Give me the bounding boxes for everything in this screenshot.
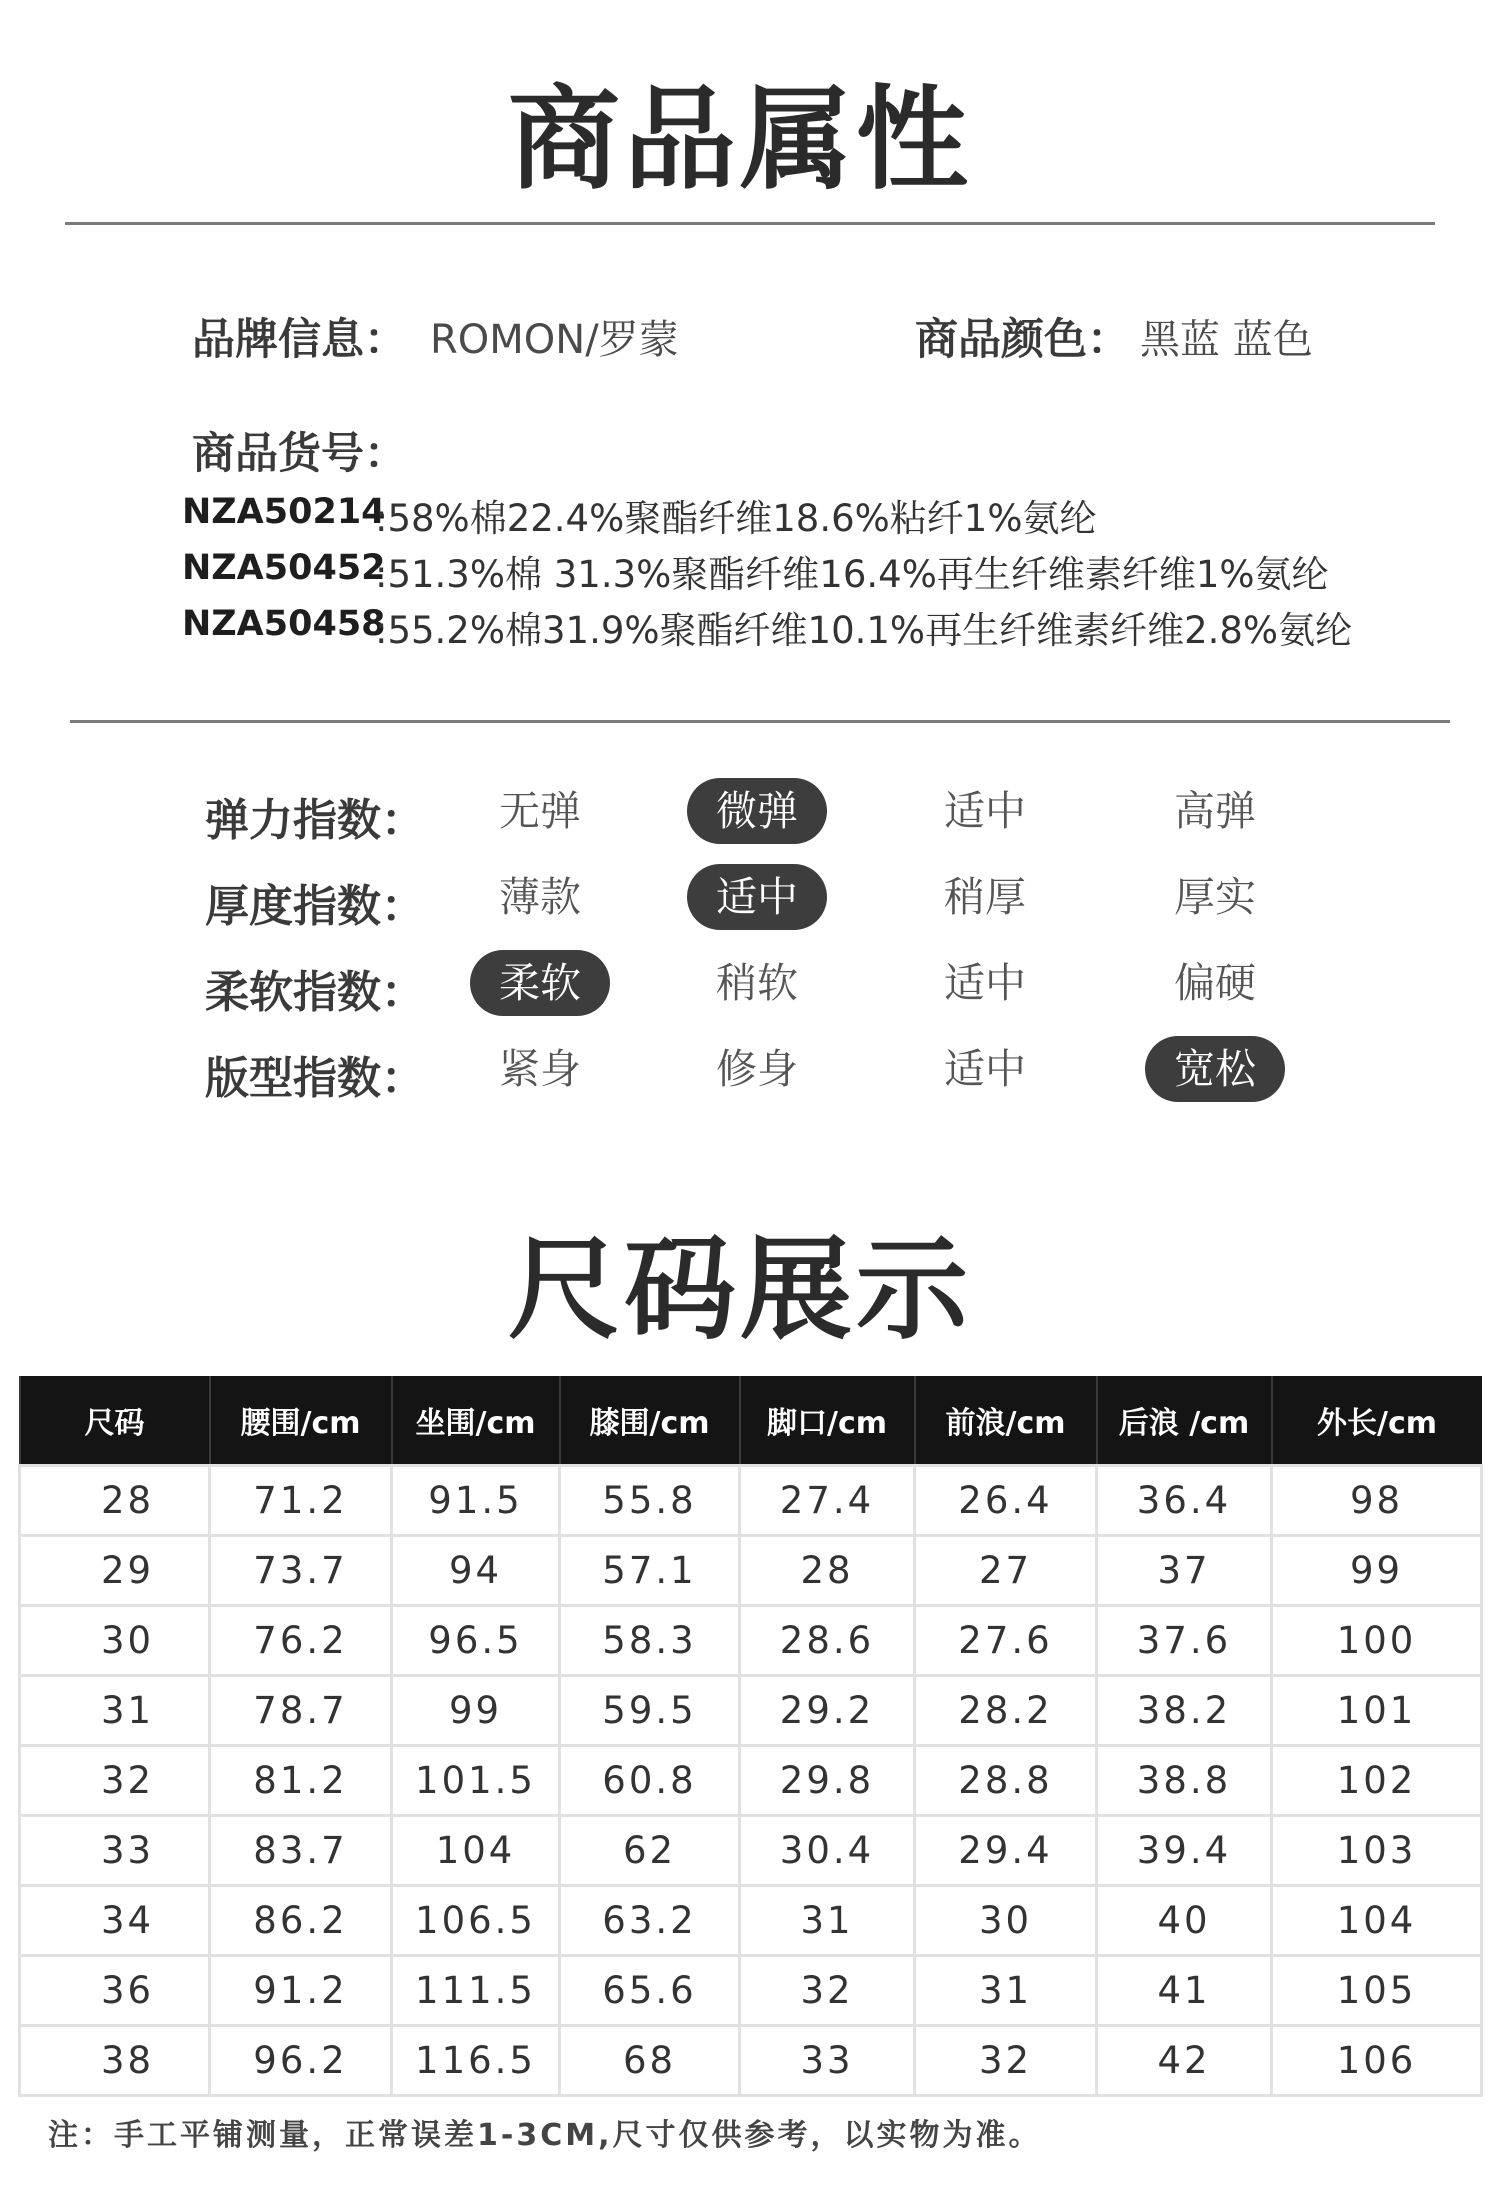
table-cell: 83.7 bbox=[210, 1816, 392, 1886]
table-cell: 55.8 bbox=[560, 1466, 740, 1536]
table-header-cell: 坐围/cm bbox=[392, 1376, 560, 1466]
table-header-row bbox=[20, 1376, 1482, 1466]
table-row bbox=[20, 1676, 1482, 1746]
sku-code: NZA50458 bbox=[182, 604, 386, 644]
softness-index-label: 柔软指数： bbox=[205, 967, 425, 1018]
table-cell: 106.5 bbox=[392, 1886, 560, 1956]
table-cell: 63.2 bbox=[560, 1886, 740, 1956]
size-title: 尺码展示 bbox=[508, 1225, 972, 1355]
fit-option: 修身 bbox=[716, 1045, 798, 1093]
table-cell: 40 bbox=[1097, 1886, 1272, 1956]
thickness-option: 稍厚 bbox=[944, 873, 1026, 921]
table-row bbox=[20, 1816, 1482, 1886]
table-header-cell: 外长/cm bbox=[1272, 1376, 1482, 1466]
table-cell: 106 bbox=[1272, 2026, 1482, 2096]
fit-option: 紧身 bbox=[499, 1045, 581, 1093]
table-cell: 26.4 bbox=[915, 1466, 1097, 1536]
table-cell: 30 bbox=[20, 1606, 210, 1676]
table-cell: 38 bbox=[20, 2026, 210, 2096]
table-cell: 28.2 bbox=[915, 1676, 1097, 1746]
sku-composition: :58%棉22.4%聚酯纤维18.6%粘纤1%氨纶 bbox=[375, 497, 1097, 540]
table-cell: 32 bbox=[915, 2026, 1097, 2096]
divider bbox=[65, 222, 1435, 225]
table-row bbox=[20, 1886, 1482, 1956]
table-cell: 29.4 bbox=[915, 1816, 1097, 1886]
attributes-title: 商品属性 bbox=[508, 75, 972, 205]
table-cell: 104 bbox=[1272, 1886, 1482, 1956]
table-cell: 116.5 bbox=[392, 2026, 560, 2096]
table-row bbox=[20, 1536, 1482, 1606]
table-cell: 27 bbox=[915, 1536, 1097, 1606]
table-cell: 105 bbox=[1272, 1956, 1482, 2026]
table-cell: 28.6 bbox=[740, 1606, 915, 1676]
table-cell: 28.8 bbox=[915, 1746, 1097, 1816]
table-cell: 29 bbox=[20, 1536, 210, 1606]
table-cell: 86.2 bbox=[210, 1886, 392, 1956]
thickness-index-label: 厚度指数： bbox=[205, 881, 425, 932]
table-cell: 38.2 bbox=[1097, 1676, 1272, 1746]
table-cell: 100 bbox=[1272, 1606, 1482, 1676]
table-cell: 81.2 bbox=[210, 1746, 392, 1816]
table-cell: 37 bbox=[1097, 1536, 1272, 1606]
elasticity-option: 无弹 bbox=[499, 787, 581, 835]
table-cell: 41 bbox=[1097, 1956, 1272, 2026]
table-header-cell: 后浪 /cm bbox=[1097, 1376, 1272, 1466]
table-cell: 98 bbox=[1272, 1466, 1482, 1536]
table-cell: 60.8 bbox=[560, 1746, 740, 1816]
fit-option: 适中 bbox=[944, 1045, 1026, 1093]
table-cell: 111.5 bbox=[392, 1956, 560, 2026]
table-cell: 96.5 bbox=[392, 1606, 560, 1676]
table-header-cell: 尺码 bbox=[20, 1376, 210, 1466]
table-cell: 27.4 bbox=[740, 1466, 915, 1536]
sku-composition: :51.3%棉 31.3%聚酯纤维16.4%再生纤维素纤维1%氨纶 bbox=[375, 553, 1329, 596]
sku-code: NZA50452 bbox=[182, 548, 386, 588]
table-cell: 73.7 bbox=[210, 1536, 392, 1606]
table-cell: 99 bbox=[392, 1676, 560, 1746]
brand-label: 品牌信息： bbox=[192, 315, 407, 365]
table-cell: 33 bbox=[740, 2026, 915, 2096]
table-cell: 58.3 bbox=[560, 1606, 740, 1676]
table-cell: 30.4 bbox=[740, 1816, 915, 1886]
table-cell: 91.2 bbox=[210, 1956, 392, 2026]
table-row bbox=[20, 1746, 1482, 1816]
table-row bbox=[20, 1466, 1482, 1536]
color-label: 商品颜色： bbox=[915, 315, 1130, 365]
table-cell: 78.7 bbox=[210, 1676, 392, 1746]
table-header-cell: 前浪/cm bbox=[915, 1376, 1097, 1466]
elasticity-index-label: 弹力指数： bbox=[205, 795, 425, 846]
table-cell: 33 bbox=[20, 1816, 210, 1886]
table-cell: 99 bbox=[1272, 1536, 1482, 1606]
table-cell: 94 bbox=[392, 1536, 560, 1606]
table-cell: 32 bbox=[20, 1746, 210, 1816]
table-cell: 103 bbox=[1272, 1816, 1482, 1886]
table-cell: 29.2 bbox=[740, 1676, 915, 1746]
table-row bbox=[20, 1956, 1482, 2026]
table-cell: 36 bbox=[20, 1956, 210, 2026]
divider bbox=[70, 720, 1450, 723]
table-header-cell: 脚口/cm bbox=[740, 1376, 915, 1466]
table-cell: 71.2 bbox=[210, 1466, 392, 1536]
table-cell: 30 bbox=[915, 1886, 1097, 1956]
softness-option: 偏硬 bbox=[1174, 959, 1256, 1007]
table-cell: 57.1 bbox=[560, 1536, 740, 1606]
table-cell: 91.5 bbox=[392, 1466, 560, 1536]
table-cell: 68 bbox=[560, 2026, 740, 2096]
table-row bbox=[20, 2026, 1482, 2096]
table-cell: 65.6 bbox=[560, 1956, 740, 2026]
table-row bbox=[20, 1606, 1482, 1676]
table-cell: 31 bbox=[740, 1886, 915, 1956]
table-cell: 31 bbox=[20, 1676, 210, 1746]
sku-code: NZA50214 bbox=[182, 492, 386, 532]
table-cell: 62 bbox=[560, 1816, 740, 1886]
sku-composition: :55.2%棉31.9%聚酯纤维10.1%再生纤维素纤维2.8%氨纶 bbox=[375, 609, 1353, 652]
table-cell: 34 bbox=[20, 1886, 210, 1956]
table-cell: 32 bbox=[740, 1956, 915, 2026]
thickness-option: 薄款 bbox=[499, 873, 581, 921]
table-header-cell: 膝围/cm bbox=[560, 1376, 740, 1466]
measurement-note: 注：手工平铺测量，正常误差1-3CM,尺寸仅供参考，以实物为准。 bbox=[48, 2118, 1042, 2153]
table-cell: 28 bbox=[20, 1466, 210, 1536]
softness-option-selected: 柔软 bbox=[470, 950, 610, 1016]
table-cell: 42 bbox=[1097, 2026, 1272, 2096]
table-cell: 76.2 bbox=[210, 1606, 392, 1676]
size-table bbox=[18, 1376, 1483, 2097]
table-cell: 102 bbox=[1272, 1746, 1482, 1816]
table-cell: 96.2 bbox=[210, 2026, 392, 2096]
table-cell: 31 bbox=[915, 1956, 1097, 2026]
table-header-cell: 腰围/cm bbox=[210, 1376, 392, 1466]
elasticity-option-selected: 微弹 bbox=[687, 778, 827, 844]
table-cell: 37.6 bbox=[1097, 1606, 1272, 1676]
table-cell: 27.6 bbox=[915, 1606, 1097, 1676]
softness-option: 稍软 bbox=[716, 959, 798, 1007]
table-cell: 36.4 bbox=[1097, 1466, 1272, 1536]
thickness-option: 厚实 bbox=[1174, 873, 1256, 921]
softness-option: 适中 bbox=[944, 959, 1026, 1007]
table-cell: 104 bbox=[392, 1816, 560, 1886]
sku-label: 商品货号： bbox=[192, 429, 407, 479]
table-cell: 59.5 bbox=[560, 1676, 740, 1746]
table-cell: 101.5 bbox=[392, 1746, 560, 1816]
color-value: 黑蓝 蓝色 bbox=[1140, 317, 1313, 363]
brand-value: ROMON/罗蒙 bbox=[430, 317, 679, 363]
elasticity-option: 高弹 bbox=[1174, 787, 1256, 835]
table-cell: 29.8 bbox=[740, 1746, 915, 1816]
table-cell: 39.4 bbox=[1097, 1816, 1272, 1886]
elasticity-option: 适中 bbox=[944, 787, 1026, 835]
thickness-option-selected: 适中 bbox=[687, 864, 827, 930]
fit-index-label: 版型指数： bbox=[205, 1053, 425, 1104]
table-cell: 38.8 bbox=[1097, 1746, 1272, 1816]
table-cell: 101 bbox=[1272, 1676, 1482, 1746]
table-cell: 28 bbox=[740, 1536, 915, 1606]
fit-option-selected: 宽松 bbox=[1145, 1036, 1285, 1102]
